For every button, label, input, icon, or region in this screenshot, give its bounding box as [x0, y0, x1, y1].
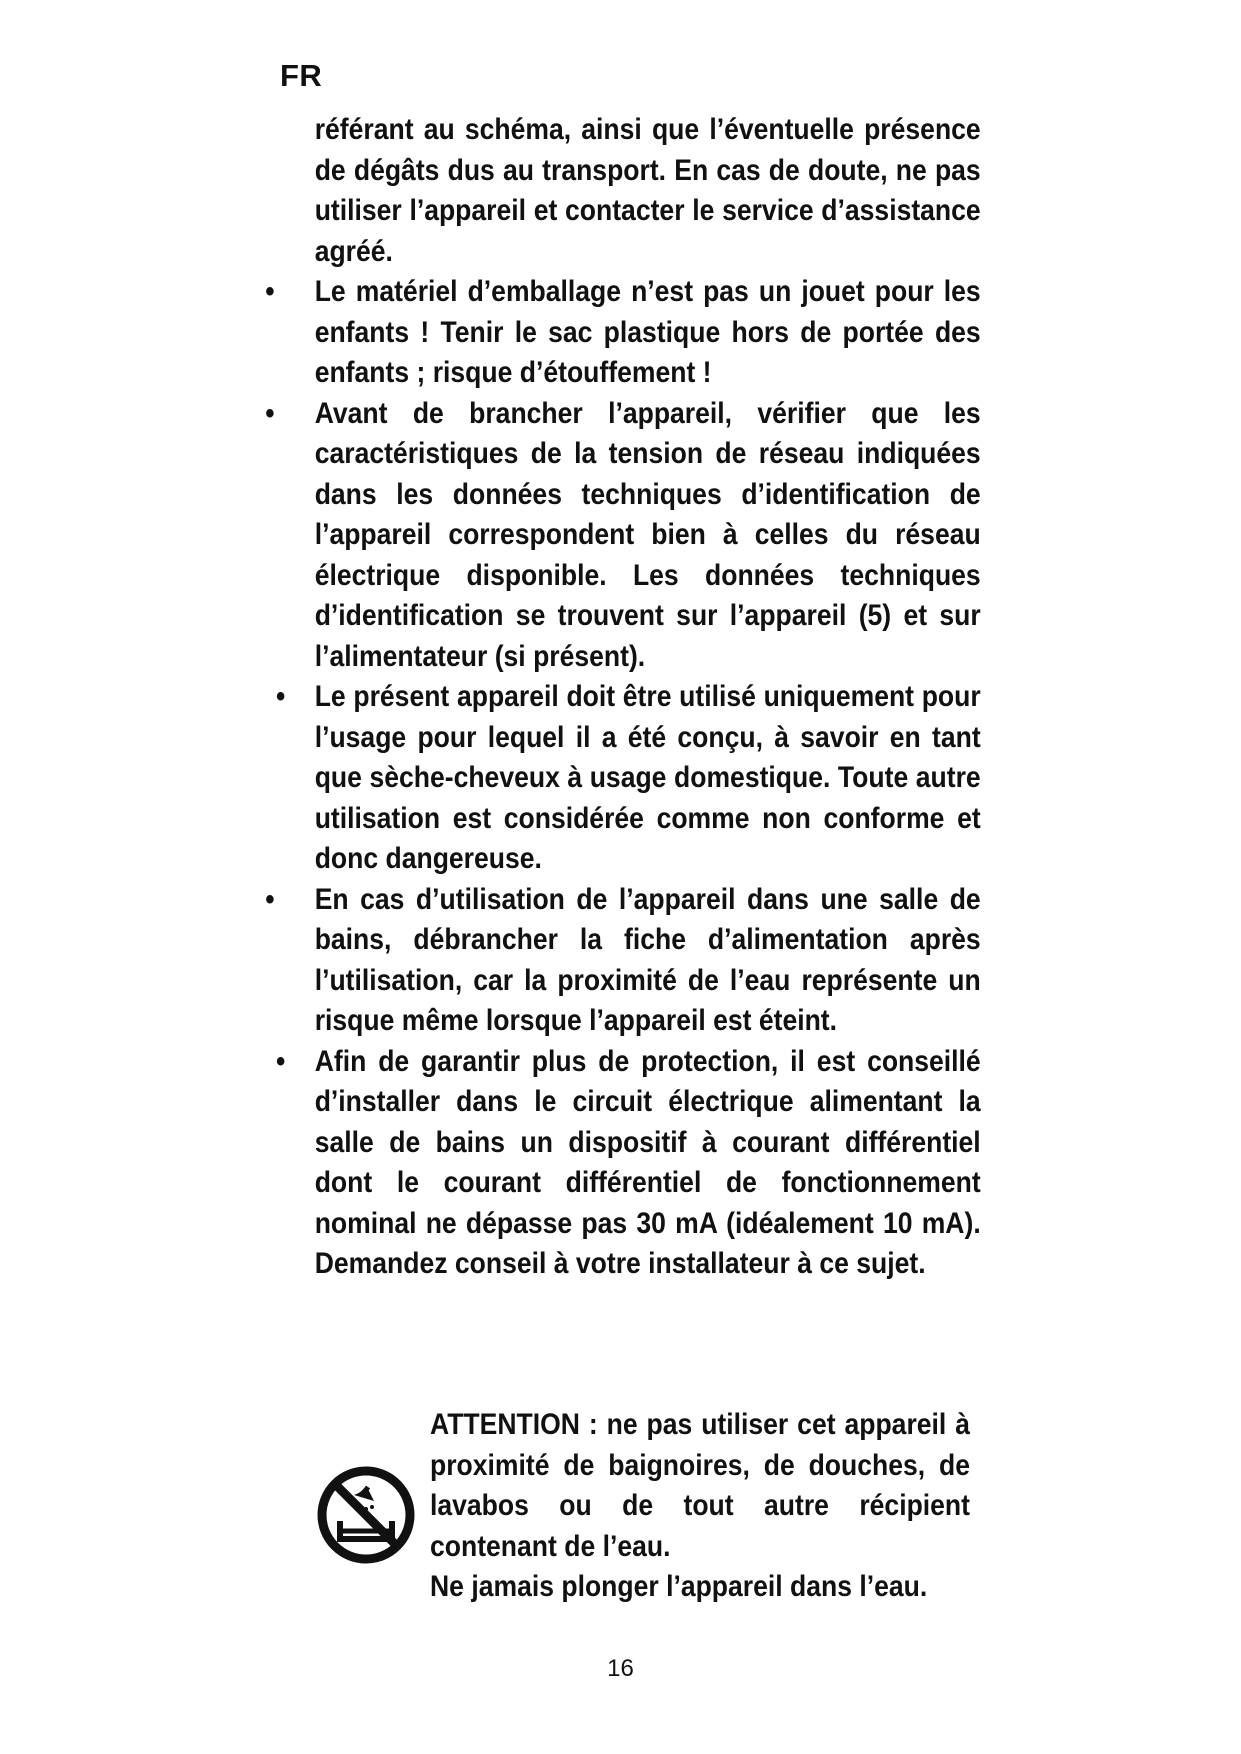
bullet: •	[276, 680, 286, 713]
paragraph-text: Le matériel d’emballage n’est pas un jouet pour les enfants ! Tenir le sac plastique hors de portée des enfants ; risque d’étouffement !	[314, 275, 981, 389]
paragraph-continuation	[276, 110, 981, 272]
bullet-residual-current-device	[276, 1042, 981, 1285]
bullet-bathroom-use	[265, 880, 981, 1042]
paragraph-text: En cas d’utilisation de l’appareil dans une salle de bains, débrancher la fiche d’alimentation après l’utilisation, car la proximité de l’eau représente un risque même lorsque l’appareil est éteint.	[314, 882, 981, 1037]
warning-text	[430, 1405, 970, 1608]
bullet-packaging	[265, 272, 981, 394]
paragraph-text: référant au schéma, ainsi que l’éventuelle présence de dégâts dus au transport. En cas de doute, ne pas utiliser l’appareil et contacter le service d’assistance agréé.	[314, 113, 981, 268]
no-water-bath-icon	[316, 1465, 416, 1565]
bullet: •	[265, 882, 275, 916]
water-warning	[316, 1405, 976, 1625]
warning-immersion: Ne jamais plonger l’appareil dans l’eau.	[430, 1570, 928, 1603]
paragraph-text: Le présent appareil doit être utilisé uniquement pour l’usage pour lequel il a été conçu, à savoir en tant que sèche-cheveux à usage domestique. Toute autre utilisation est considérée comme non conforme et donc dangereuse.	[314, 680, 981, 875]
bullet: •	[265, 396, 275, 430]
instructions-body	[265, 110, 981, 1285]
language-code: FR	[280, 58, 323, 93]
bullet-voltage-check	[265, 394, 981, 678]
bullet: •	[276, 1044, 286, 1078]
warning-attention: ATTENTION : ne pas utiliser cet appareil à proximité de baignoires, de douches, de lavabos ou de tout autre récipient contenant de l’eau.	[430, 1408, 970, 1563]
paragraph-text: Avant de brancher l’appareil, vérifier que les caractéristiques de la tension de réseau indiquées dans les données techniques d’identification de l’appareil correspondent bien à celles du réseau électrique disponible. Les données techniques d’identification se trouvent sur l’appareil (5) et sur l’alimentateur (si présent).	[314, 396, 981, 673]
paragraph-text: Afin de garantir plus de protection, il est conseillé d’installer dans le circuit électrique alimentant la salle de bains un dispositif à courant différentiel dont le courant différentiel de fonctionnement nominal ne dépasse pas 30 mA (idéalement 10 mA). Demandez conseil à votre installateur à ce sujet.	[314, 1044, 981, 1280]
bullet-intended-use	[276, 677, 981, 880]
page-number: 16	[607, 1655, 634, 1682]
bullet: •	[265, 275, 275, 308]
